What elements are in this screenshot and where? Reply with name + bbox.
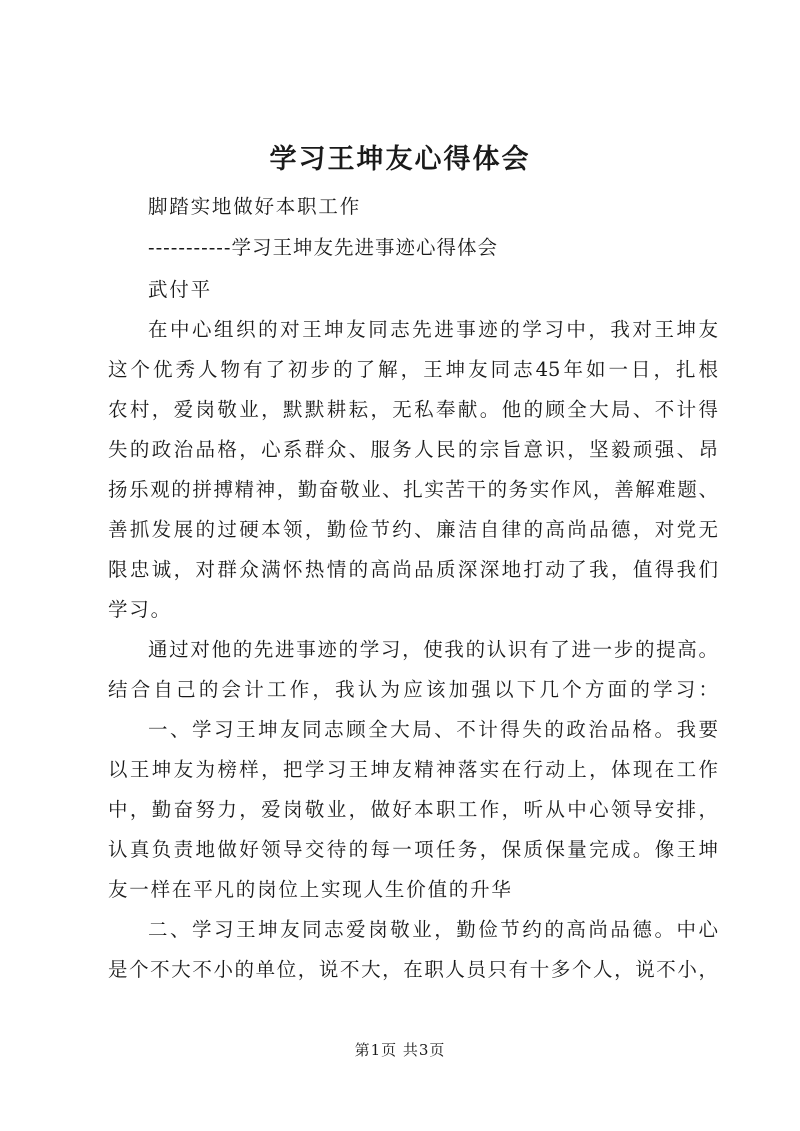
body-line: 友一样在平凡的岗位上实现人生价值的升华 <box>108 878 513 901</box>
body-line: 扬乐观的拼搏精神，勤奋敬业、扎实苦干的务实作风，善解难题、 <box>108 478 718 501</box>
subtitle-secondary: -----------学习王坤友先进事迹心得体会 <box>148 236 498 259</box>
page-footer: 第1页 共3页 <box>354 1041 446 1059</box>
body-line: 是个不大不小的单位，说不大，在职人员只有十多个人，说不小， <box>108 958 718 981</box>
body-line: 通过对他的先进事迹的学习，使我的认识有了进一步的提高。 <box>148 638 718 661</box>
body-line: 以王坤友为榜样，把学习王坤友精神落实在行动上，体现在工作 <box>108 758 718 781</box>
body-line: 学习。 <box>108 598 172 621</box>
document-title: 学习王坤友心得体会 <box>269 144 531 175</box>
body-line: 认真负责地做好领导交待的每一项任务，保质保量完成。像王坤 <box>108 838 718 861</box>
body-line: 中，勤奋努力，爱岗敬业，做好本职工作，听从中心领导安排， <box>108 798 718 821</box>
body-line: 二、学习王坤友同志爱岗敬业，勤俭节约的高尚品德。中心 <box>148 918 718 941</box>
body-line: 农村，爱岗敬业，默默耕耘，无私奉献。他的顾全大局、不计得 <box>108 398 718 421</box>
body-line: 限忠诚，对群众满怀热情的高尚品质深深地打动了我，值得我们 <box>108 558 718 581</box>
author: 武付平 <box>148 278 212 301</box>
body-line: 这个优秀人物有了初步的了解，王坤友同志45年如一日，扎根 <box>108 358 718 381</box>
body-line: 在中心组织的对王坤友同志先进事迹的学习中，我对王坤友 <box>148 318 718 341</box>
body-line: 一、学习王坤友同志顾全大局、不计得失的政治品格。我要 <box>148 718 718 741</box>
body-line: 善抓发展的过硬本领，勤俭节约、廉洁自律的高尚品德，对党无 <box>108 518 718 541</box>
subtitle: 脚踏实地做好本职工作 <box>148 195 362 218</box>
body-line: 失的政治品格，心系群众、服务人民的宗旨意识，坚毅顽强、昂 <box>108 438 718 461</box>
body-line: 结合自己的会计工作，我认为应该加强以下几个方面的学习： <box>108 678 718 701</box>
